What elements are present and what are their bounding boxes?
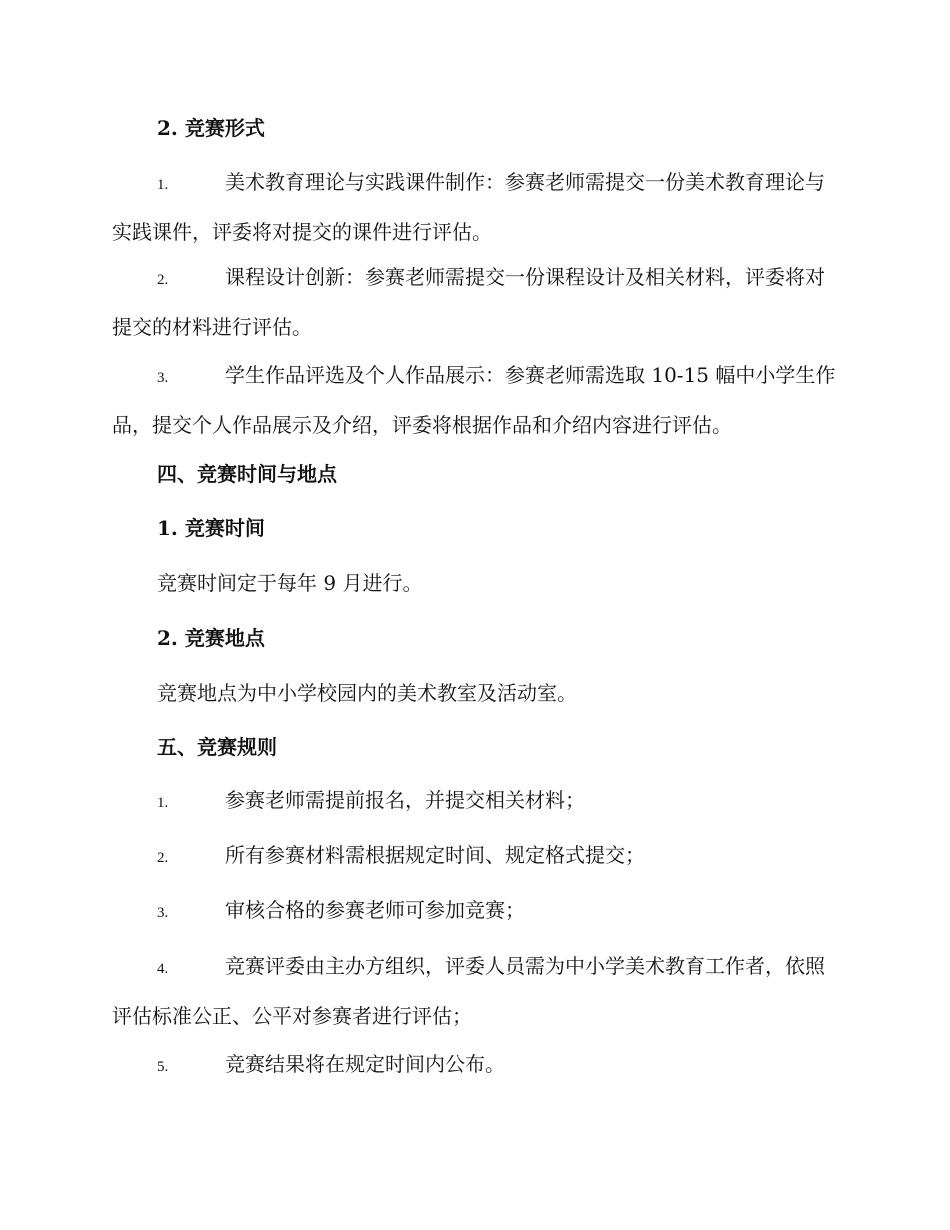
list-item — [112, 254, 837, 351]
list-item-number: 2. — [157, 272, 169, 288]
list-item-number: 4. — [157, 961, 169, 977]
list-item-number: 1. — [157, 177, 169, 193]
subheading-time: 1. 竞赛时间 — [157, 516, 265, 540]
list-item-text: 学生作品评选及个人作品展示：参赛老师需选取 10-15 幅中小学生作品，提交个人作品展示及介绍，评委将根据作品和介绍内容进行评估。 — [112, 363, 836, 437]
subheading-place: 2. 竞赛地点 — [157, 626, 265, 650]
section-heading-rules: 五、竞赛规则 — [157, 735, 277, 759]
list-item-text: 竞赛结果将在规定时间内公布。 — [225, 1052, 505, 1076]
list-item-number: 3. — [157, 905, 169, 921]
list-item — [112, 1041, 837, 1091]
section-heading-format: 2. 竞赛形式 — [157, 116, 265, 140]
place-text: 竞赛地点为中小学校园内的美术教室及活动室。 — [157, 681, 577, 705]
list-item — [112, 832, 837, 882]
list-item-text: 课程设计创新：参赛老师需提交一份课程设计及相关材料，评委将对提交的材料进行评估。 — [112, 265, 825, 339]
time-text: 竞赛时间定于每年 9 月进行。 — [157, 571, 423, 595]
list-item-number: 2. — [157, 850, 169, 866]
list-item-number: 5. — [157, 1059, 169, 1075]
list-item-text: 所有参赛材料需根据规定时间、规定格式提交； — [225, 843, 645, 867]
list-item — [112, 943, 837, 1040]
section-heading-time-place: 四、竞赛时间与地点 — [157, 462, 337, 486]
list-item-text: 审核合格的参赛老师可参加竞赛； — [225, 898, 525, 922]
list-item-text: 竞赛评委由主办方组织，评委人员需为中小学美术教育工作者，依照评估标准公正、公平对参赛者进行评估； — [112, 954, 825, 1028]
list-item-text: 美术教育理论与实践课件制作：参赛老师需提交一份美术教育理论与实践课件，评委将对提交的课件进行评估。 — [112, 170, 825, 244]
list-item — [112, 159, 837, 256]
list-item-text: 参赛老师需提前报名，并提交相关材料； — [225, 788, 585, 812]
list-item — [112, 352, 837, 449]
list-item-number: 1. — [157, 795, 169, 811]
list-item-number: 3. — [157, 370, 169, 386]
list-item — [112, 887, 837, 937]
list-item — [112, 777, 837, 827]
